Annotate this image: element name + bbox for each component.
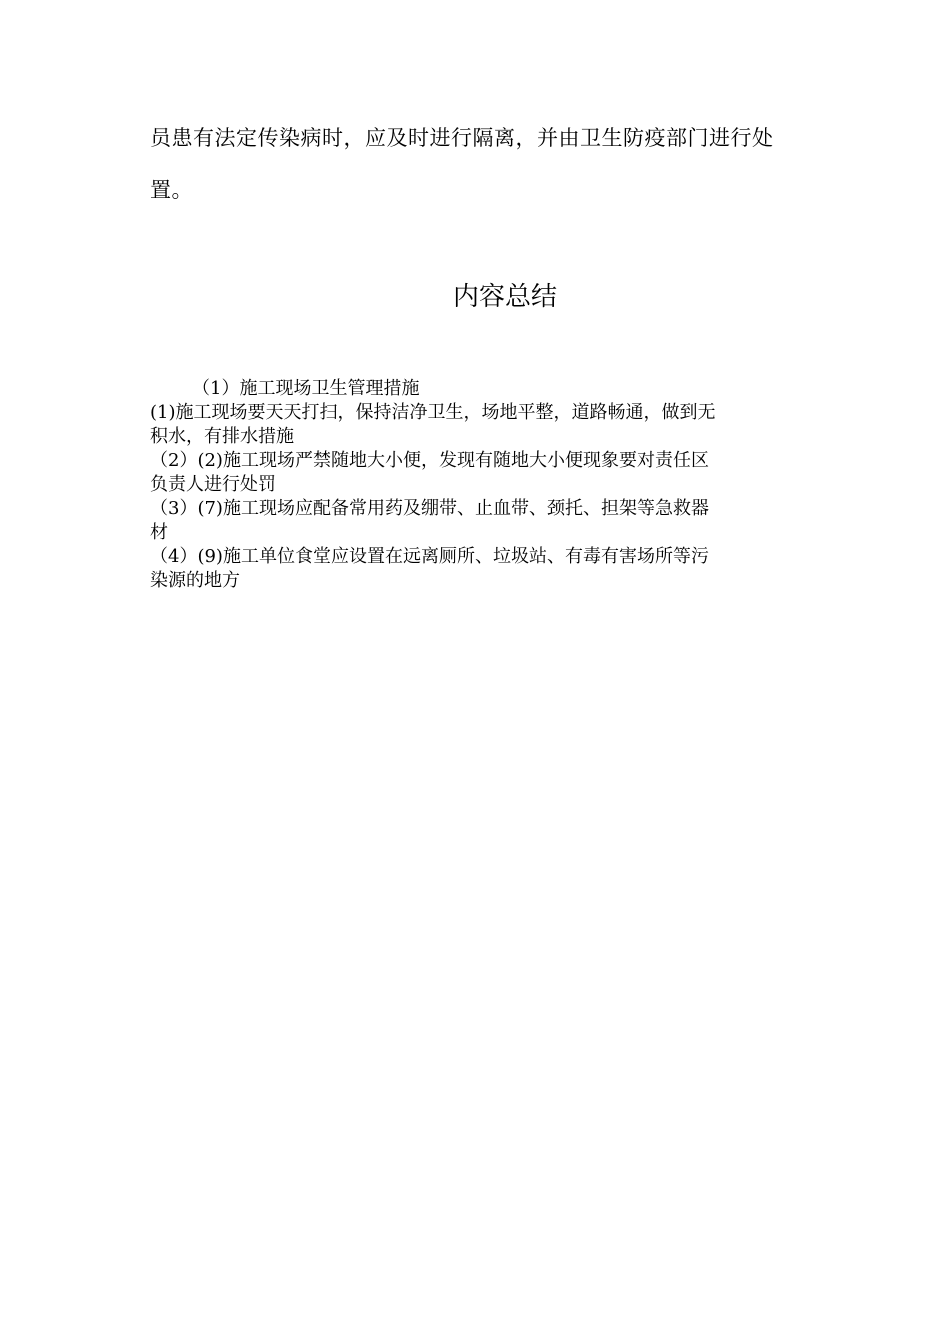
body-text-line: 置。 [150,178,193,202]
summary-line: （4）(9)施工单位食堂应设置在远离厕所、垃圾站、有毒有害场所等污 [150,546,709,567]
summary-line: （2）(2)施工现场严禁随地大小便，发现有随地大小便现象要对责任区 [150,450,709,471]
summary-title: 内容总结 [452,282,557,312]
body-text-line: 员患有法定传染病时，应及时进行隔离，并由卫生防疫部门进行处 [150,126,774,150]
summary-list [150,377,800,593]
summary-heading: （1）施工现场卫生管理措施 [192,378,420,399]
summary-line: 染源的地方 [150,570,240,591]
summary-line: 材 [150,522,168,543]
summary-line: (1)施工现场要天天打扫，保持洁净卫生，场地平整，道路畅通，做到无 [150,402,716,423]
summary-line: 负责人进行处罚 [150,474,276,495]
summary-line: 积水，有排水措施 [150,426,294,447]
summary-line: （3）(7)施工现场应配备常用药及绷带、止血带、颈托、担架等急救器 [150,498,709,519]
